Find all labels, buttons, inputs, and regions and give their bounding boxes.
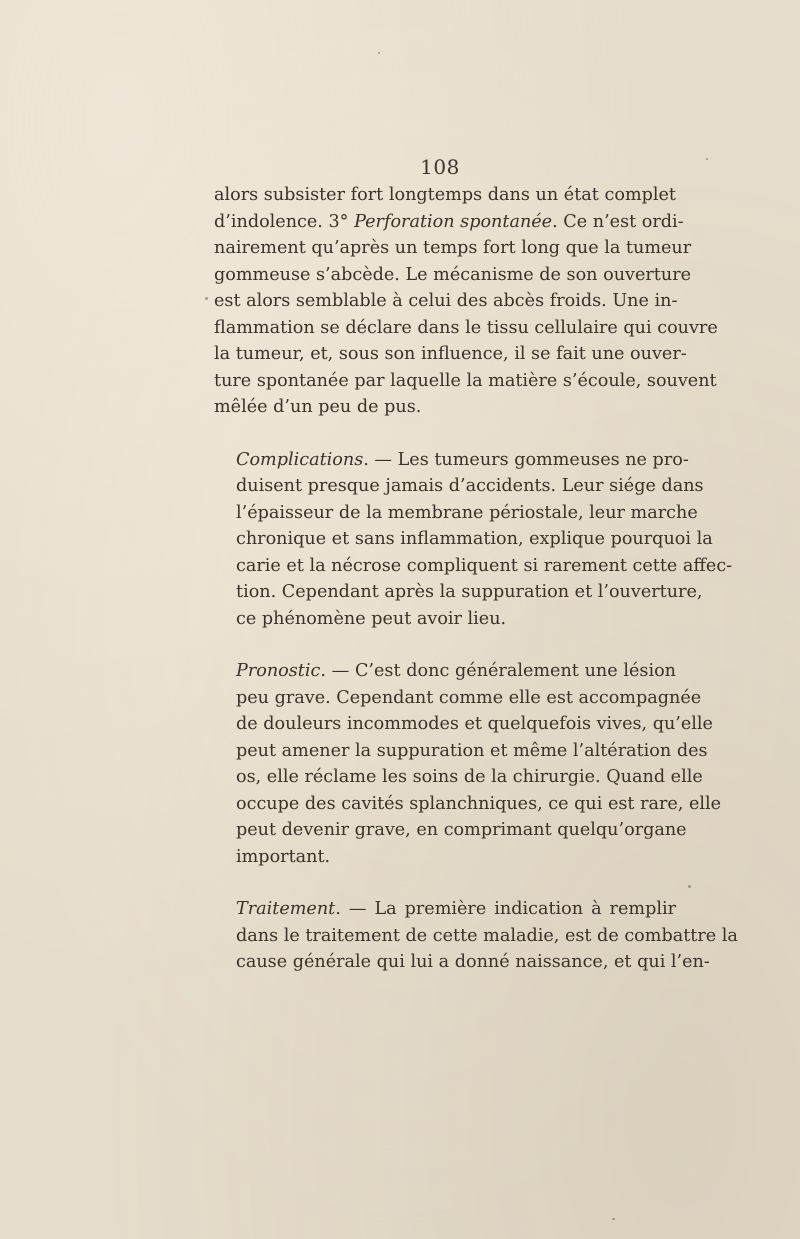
text-line xyxy=(214,235,692,262)
text-segment: de douleurs incommodes et quelquefois vives, qu’elle xyxy=(236,714,713,734)
text-segment: nairement qu’après un temps fort long que la tumeur xyxy=(214,238,692,258)
text-segment: occupe des cavités splanchniques, ce qui est rare, elle xyxy=(236,793,722,814)
text-line xyxy=(214,685,702,712)
text-line xyxy=(214,949,710,976)
italic-heading: Pronostic xyxy=(236,661,321,681)
paper-speck xyxy=(378,52,380,54)
text-line xyxy=(214,315,718,342)
text-segment: cause générale qui lui a donné naissance, et qui l’en- xyxy=(236,952,710,972)
text-line xyxy=(214,262,692,289)
text-segment: chronique et sans inflammation, explique pourquoi la xyxy=(236,529,713,549)
text-segment: ture spontanée par laquelle la matière s’écoule, souvent xyxy=(214,370,717,391)
text-line xyxy=(214,738,708,765)
text-segment: peut devenir grave, en comprimant quelqu’organe xyxy=(236,820,687,840)
text-segment: peut amener la suppuration et même l’altération des xyxy=(236,740,708,761)
body-text xyxy=(214,182,738,976)
text-line xyxy=(214,182,676,209)
text-segment: . Ce n’est ordi- xyxy=(552,211,684,232)
text-segment: tion. Cependant après la suppuration et l’ouverture, xyxy=(236,582,703,602)
text-line xyxy=(214,606,676,633)
italic-heading: Traitement xyxy=(236,899,336,919)
italic-heading: Complications xyxy=(236,449,364,470)
text-line xyxy=(214,791,722,818)
text-segment: ce phénomène peut avoir lieu. xyxy=(236,608,507,629)
text-line xyxy=(214,923,738,950)
text-line xyxy=(214,764,703,791)
text-line xyxy=(214,473,704,500)
text-line xyxy=(214,209,684,236)
text-segment: flammation se déclare dans le tissu cellulaire qui couvre xyxy=(214,317,718,338)
text-segment: gommeuse s’abcède. Le mécanisme de son ouverture xyxy=(214,264,692,285)
paper-speck xyxy=(612,1218,615,1220)
italic-heading: Perforation spontanée xyxy=(354,211,553,232)
text-line xyxy=(214,341,687,368)
text-line xyxy=(214,579,703,606)
text-segment: os, elle réclame les soins de la chirurgie. Quand elle xyxy=(236,767,703,787)
page-number: 108 xyxy=(420,155,460,179)
text-segment: important. xyxy=(236,846,331,867)
text-line xyxy=(214,896,676,923)
text-line xyxy=(214,368,717,395)
paper-speck xyxy=(688,885,691,888)
text-line xyxy=(214,817,687,844)
text-line xyxy=(214,553,733,580)
text-segment: la tumeur, et, sous son influence, il se fait une ouver- xyxy=(214,344,687,364)
text-line xyxy=(214,658,676,685)
text-segment: dans le traitement de cette maladie, est de combattre la xyxy=(236,925,738,946)
text-line xyxy=(214,844,676,871)
text-segment: mêlée d’un peu de pus. xyxy=(214,397,422,417)
paragraph-traitement xyxy=(214,896,738,976)
text-segment: est alors semblable à celui des abcès froids. Une in- xyxy=(214,291,678,311)
text-line xyxy=(214,394,676,421)
text-segment: alors subsister fort longtemps dans un état complet xyxy=(214,185,676,205)
text-line xyxy=(214,526,713,553)
paragraph-indolence xyxy=(214,182,718,421)
text-segment: carie et la nécrose compliquent si rarement cette affec- xyxy=(236,555,733,576)
text-line xyxy=(214,500,698,527)
text-segment: duisent presque jamais d’accidents. Leur siége dans xyxy=(236,476,704,496)
text-segment: . — La première indication à remplir xyxy=(335,899,676,919)
text-line xyxy=(214,447,689,474)
text-segment: l’épaisseur de la membrane périostale, leur marche xyxy=(236,502,698,523)
text-segment: . — Les tumeurs gommeuses ne pro- xyxy=(363,449,689,470)
paper-speck xyxy=(706,158,708,160)
text-line xyxy=(214,288,676,315)
paragraph-pronostic xyxy=(214,658,722,870)
paragraph-complications xyxy=(214,447,733,633)
text-line xyxy=(214,711,713,738)
text-segment: . — C’est donc généralement une lésion xyxy=(320,661,676,681)
text-segment: d’indolence. 3° xyxy=(214,211,355,232)
text-segment: peu grave. Cependant comme elle est accompagnée xyxy=(236,687,702,708)
paper-speck xyxy=(205,297,208,300)
